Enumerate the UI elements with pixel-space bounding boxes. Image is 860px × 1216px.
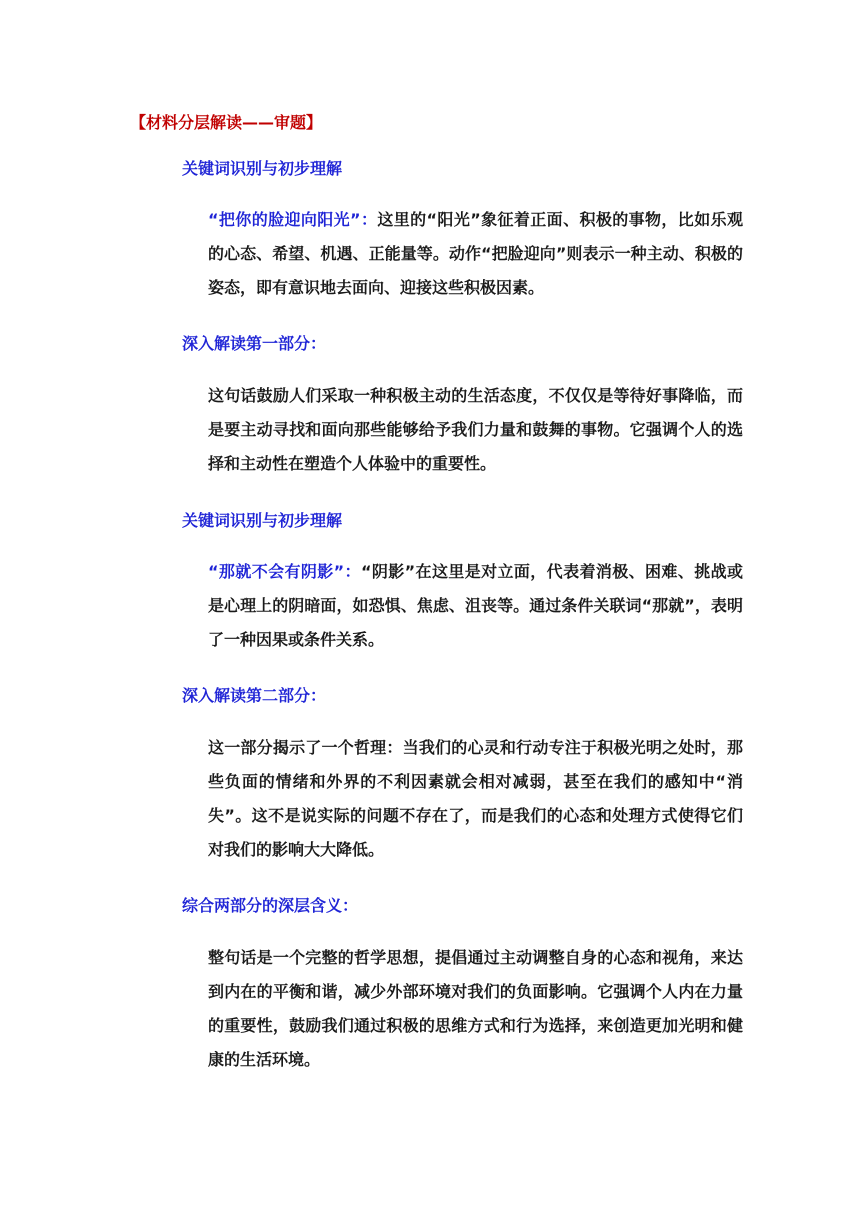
paragraph-text: 这句话鼓励人们采取一种积极主动的生活态度，不仅仅是等待好事降临，而是要主动寻找和面向那些能够给予我们力量和鼓舞的事物。它强调个人的选择和主动性在塑造个人体验中的重要性。 <box>208 386 743 473</box>
paragraph-text: 这里的“阳光”象征着正面、积极的事物，比如乐观的心态、希望、机遇、正能量等。动作“把脸迎向”则表示一种主动、积极的姿态，即有意识地去面向、迎接这些积极因素。 <box>208 210 743 297</box>
section-paragraph-combined <box>208 941 743 1077</box>
paragraph-text: 这一部分揭示了一个哲理：当我们的心灵和行动专注于积极光明之处时，那些负面的情绪和外界的不利因素就会相对减弱，甚至在我们的感知中“消失”。这不是说实际的问题不存在了，而是我们的心态和处理方式使得它们对我们的影响大大降低。 <box>208 738 743 859</box>
section-paragraph-part-2 <box>208 731 743 867</box>
section-paragraph-keywords-2 <box>208 555 743 657</box>
key-phrase-shadow: “那就不会有阴影”： <box>208 562 361 581</box>
paragraph-text: 整句话是一个完整的哲学思想，提倡通过主动调整自身的心态和视角，来达到内在的平衡和谐，减少外部环境对我们的负面影响。它强调个人内在力量的重要性，鼓励我们通过积极的思维方式和行为选择，来创造更加光明和健康的生活环境。 <box>208 948 743 1069</box>
key-phrase-sunlight: “把你的脸迎向阳光”： <box>208 210 378 229</box>
section-heading-keywords-2: 关键词识别与初步理解 <box>182 511 343 530</box>
section-heading-part-2: 深入解读第二部分： <box>182 686 327 705</box>
document-title: 【材料分层解读——审题】 <box>130 113 323 132</box>
section-heading-combined: 综合两部分的深层含义： <box>182 896 359 915</box>
section-heading-keywords-1: 关键词识别与初步理解 <box>182 159 343 178</box>
section-paragraph-keywords-1 <box>208 203 743 305</box>
section-paragraph-part-1 <box>208 379 743 481</box>
paragraph-text: “阴影”在这里是对立面，代表着消极、困难、挑战或是心理上的阴暗面，如恐惧、焦虑、沮丧等。通过条件关联词“那就”，表明了一种因果或条件关系。 <box>208 562 743 649</box>
section-heading-part-1: 深入解读第一部分： <box>182 334 327 353</box>
